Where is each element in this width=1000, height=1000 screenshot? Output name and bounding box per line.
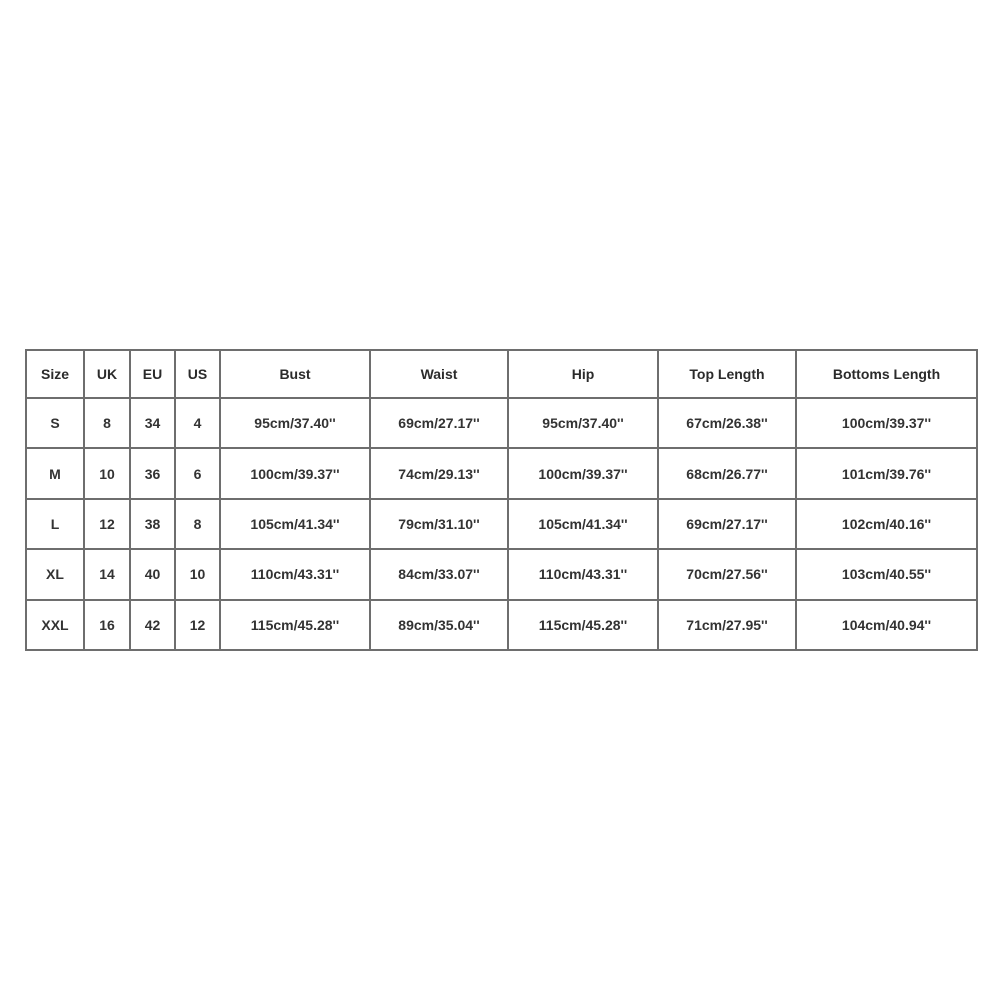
header-waist: Waist [370, 350, 508, 398]
table-row [26, 549, 977, 599]
cell-uk: 10 [84, 448, 130, 498]
cell-bottoms-length: 100cm/39.37'' [796, 398, 977, 448]
cell-waist: 89cm/35.04'' [370, 600, 508, 650]
cell-uk: 12 [84, 499, 130, 549]
header-size: Size [26, 350, 84, 398]
header-top-length: Top Length [658, 350, 796, 398]
cell-hip: 115cm/45.28'' [508, 600, 658, 650]
cell-bust: 110cm/43.31'' [220, 549, 370, 599]
cell-top-length: 70cm/27.56'' [658, 549, 796, 599]
cell-size: XL [26, 549, 84, 599]
header-uk: UK [84, 350, 130, 398]
cell-size: XXL [26, 600, 84, 650]
cell-uk: 16 [84, 600, 130, 650]
cell-hip: 100cm/39.37'' [508, 448, 658, 498]
header-us: US [175, 350, 220, 398]
cell-bottoms-length: 103cm/40.55'' [796, 549, 977, 599]
cell-waist: 74cm/29.13'' [370, 448, 508, 498]
cell-bottoms-length: 101cm/39.76'' [796, 448, 977, 498]
cell-uk: 14 [84, 549, 130, 599]
table-row [26, 398, 977, 448]
cell-us: 8 [175, 499, 220, 549]
cell-size: S [26, 398, 84, 448]
cell-top-length: 68cm/26.77'' [658, 448, 796, 498]
cell-us: 4 [175, 398, 220, 448]
cell-top-length: 71cm/27.95'' [658, 600, 796, 650]
cell-bust: 105cm/41.34'' [220, 499, 370, 549]
cell-waist: 79cm/31.10'' [370, 499, 508, 549]
cell-size: L [26, 499, 84, 549]
cell-uk: 8 [84, 398, 130, 448]
cell-eu: 42 [130, 600, 175, 650]
cell-size: M [26, 448, 84, 498]
cell-bust: 100cm/39.37'' [220, 448, 370, 498]
cell-us: 12 [175, 600, 220, 650]
cell-bottoms-length: 104cm/40.94'' [796, 600, 977, 650]
cell-waist: 69cm/27.17'' [370, 398, 508, 448]
cell-bust: 115cm/45.28'' [220, 600, 370, 650]
table-row [26, 499, 977, 549]
cell-eu: 34 [130, 398, 175, 448]
cell-eu: 38 [130, 499, 175, 549]
cell-hip: 95cm/37.40'' [508, 398, 658, 448]
header-eu: EU [130, 350, 175, 398]
cell-top-length: 67cm/26.38'' [658, 398, 796, 448]
header-bust: Bust [220, 350, 370, 398]
header-hip: Hip [508, 350, 658, 398]
header-row [26, 350, 977, 398]
cell-eu: 40 [130, 549, 175, 599]
cell-bottoms-length: 102cm/40.16'' [796, 499, 977, 549]
table-row [26, 600, 977, 650]
size-chart-table [25, 349, 978, 651]
cell-hip: 105cm/41.34'' [508, 499, 658, 549]
cell-us: 10 [175, 549, 220, 599]
cell-us: 6 [175, 448, 220, 498]
cell-waist: 84cm/33.07'' [370, 549, 508, 599]
header-bottoms-length: Bottoms Length [796, 350, 977, 398]
cell-hip: 110cm/43.31'' [508, 549, 658, 599]
table-row [26, 448, 977, 498]
cell-eu: 36 [130, 448, 175, 498]
cell-top-length: 69cm/27.17'' [658, 499, 796, 549]
cell-bust: 95cm/37.40'' [220, 398, 370, 448]
